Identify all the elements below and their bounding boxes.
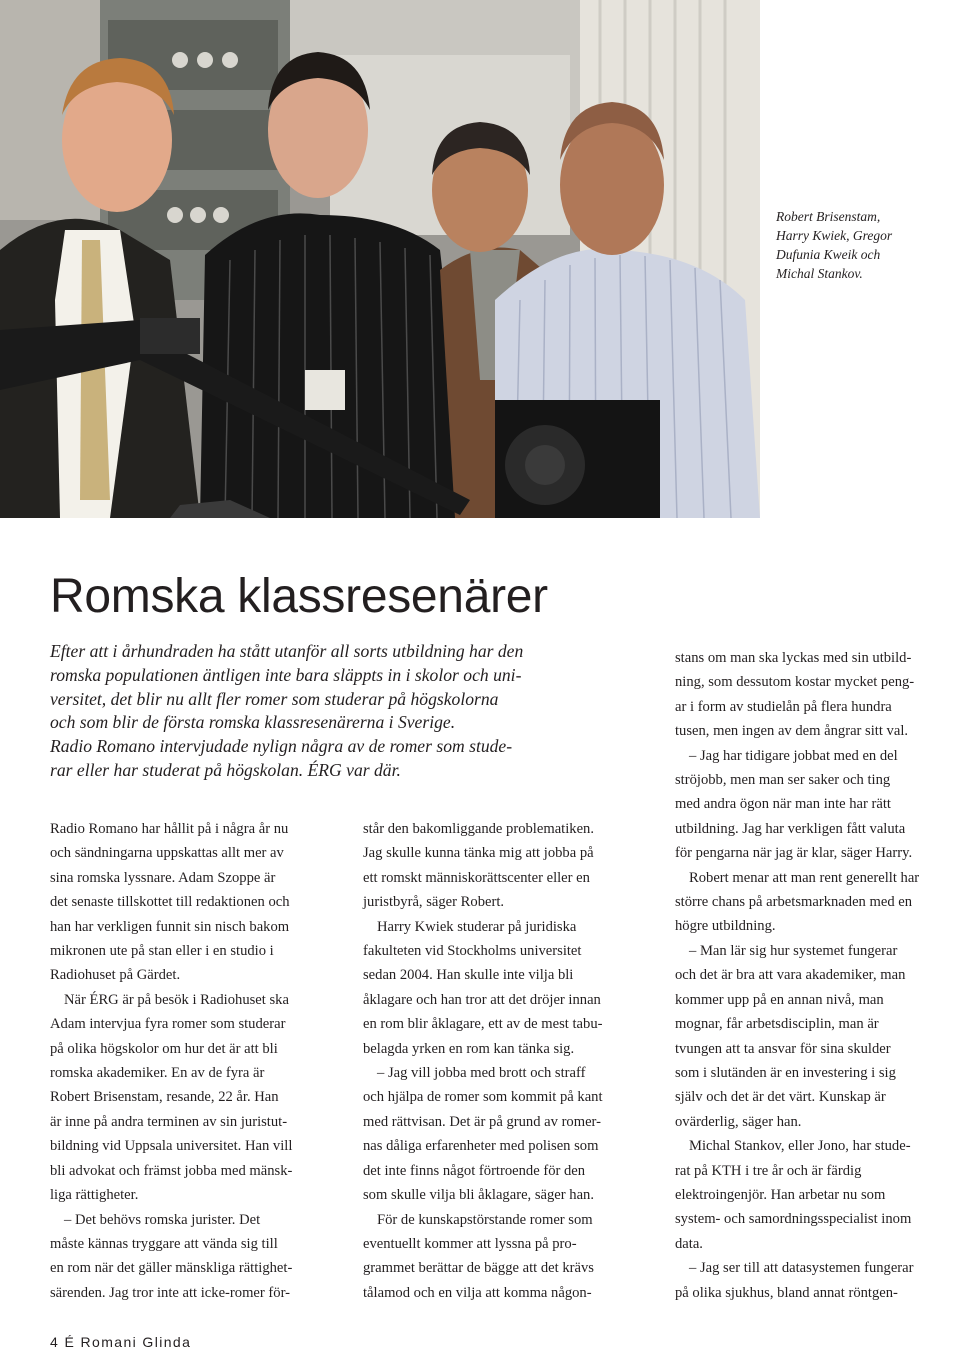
body-line: Michal Stankov, eller Jono, har stude-	[689, 1138, 911, 1155]
body-line: juristbyrå, säger Robert.	[363, 894, 505, 911]
body-line: han har verkligen funnit sin nisch bakom	[50, 918, 290, 935]
group-photo	[0, 0, 760, 518]
body-line: system- och samordningsspecialist inom	[675, 1211, 912, 1228]
body-line: mognar, får arbetsdisciplin, man är	[675, 1016, 879, 1033]
body-line: för pengarna när jag är klar, säger Harry.	[675, 845, 913, 862]
body-line: ning, som dessutom kostar mycket peng-	[675, 674, 915, 691]
body-line: en rom blir åklagare, ett av de mest tabu-	[363, 1016, 603, 1033]
body-line: ströjobb, men man ser saker och ting	[675, 772, 891, 789]
body-line: måste kännas tryggare att vända sig till	[50, 1235, 278, 1252]
lead-line: rar eller har studerat på högskolan. ÉRG var där.	[50, 759, 401, 780]
body-line: – Det behövs romska jurister. Det	[64, 1211, 261, 1228]
body-line: ett romskt människorättscenter eller en	[363, 869, 590, 886]
body-column-2	[363, 817, 653, 1305]
body-line: och sändningarna uppskattas allt mer av	[50, 845, 284, 862]
body-line: elektroingenjör. Han arbetar nu som	[675, 1186, 886, 1203]
body-line: det inte finns något förtroende för den	[363, 1162, 586, 1179]
body-line: större chans på arbetsmarknaden med en	[675, 894, 913, 911]
body-line: nas dåliga erfarenheter med polisen som	[363, 1138, 599, 1155]
body-line: – Jag har tidigare jobbat med en del	[689, 747, 898, 764]
body-line: Robert Brisenstam, resande, 22 år. Han	[50, 1089, 279, 1106]
body-line: eventuellt kommer att lyssna på pro-	[363, 1235, 577, 1252]
body-line: Adam intervjua fyra romer som studerar	[50, 1016, 286, 1033]
body-line: en rom när det gäller mänskliga rättighet-	[50, 1260, 293, 1277]
body-line: rat på KTH i tre år och är färdig	[675, 1162, 862, 1179]
body-line: står den bakomliggande problematiken.	[363, 821, 594, 837]
body-line: högre utbildning.	[675, 918, 776, 935]
body-line: på olika sjukhus, bland annat röntgen-	[675, 1284, 898, 1301]
body-line: själv och det är det värt. Kunskap är	[675, 1089, 886, 1106]
body-line: fakulteten vid Stockholms universitet	[363, 943, 582, 960]
lead-line: versitet, det blir nu allt fler romer som studerar på högskolorna	[50, 688, 499, 709]
lead-line: Radio Romano intervjudade nylign några av de romer som stude-	[50, 736, 513, 757]
body-line: med rättvisan. Det är på grund av romer-	[363, 1113, 601, 1130]
body-line: – Jag vill jobba med brott och straff	[377, 1065, 586, 1082]
caption-line: Robert Brisenstam,	[776, 209, 881, 224]
body-line: kommer upp på en annan nivå, man	[675, 991, 884, 1008]
body-line: Harry Kwiek studerar på juridiska	[377, 918, 577, 935]
page-folio: 4 É Romani Glinda	[50, 1334, 192, 1350]
body-line: med andra ögon när man inte har rätt	[675, 796, 891, 813]
body-line: på olika högskolor om hur det är att bli	[50, 1040, 278, 1057]
body-line: mikronen ute på stan eller i en studio i	[50, 943, 274, 960]
caption-line: Dufunia Kweik och	[776, 247, 881, 262]
body-line: som i slutänden är en investering i sig	[675, 1064, 896, 1081]
article-title: Romska klassresenärer	[50, 570, 548, 623]
body-line: och det är bra att vara akademiker, man	[675, 967, 906, 984]
body-line: Jag skulle kunna tänka mig att jobba på	[363, 845, 594, 862]
caption-line: Michal Stankov.	[776, 266, 863, 281]
body-line: sedan 2004. Han skulle inte vilja bli	[363, 967, 574, 984]
body-line: För de kunskapstörstande romer som	[377, 1211, 593, 1228]
body-line: data.	[675, 1235, 703, 1252]
body-line: – Man lär sig hur systemet fungerar	[689, 942, 898, 959]
lead-line: och som blir de första romska klassresenärerna i Sverige.	[50, 712, 456, 733]
body-line: är inne på andra terminen av sin juristut-	[50, 1113, 288, 1130]
lead-line: romska populationen äntligen inte bara släppts in i skolor och uni-	[50, 664, 522, 685]
body-line: åklagare och han tror att det dröjer innan	[363, 991, 601, 1008]
body-line: tålamod och en vilja att komma någon-	[363, 1284, 592, 1301]
body-line: belagda yrken en rom kan tänka sig.	[363, 1040, 575, 1057]
body-line: bildning vid Uppsala universitet. Han vill	[50, 1138, 293, 1155]
body-line: sina romska lyssnare. Adam Szoppe är	[50, 869, 276, 886]
body-column-3	[675, 646, 960, 1305]
body-line: grammet berättar de bägge att det krävs	[363, 1260, 594, 1277]
body-line: När ÉRG är på besök i Radiohuset ska	[64, 991, 289, 1008]
body-line: stans om man ska lyckas med sin utbild-	[675, 650, 912, 666]
body-line: Robert menar att man rent generellt har	[689, 869, 920, 886]
body-line: Radiohuset på Gärdet.	[50, 967, 181, 984]
body-line: – Jag ser till att datasystemen fungerar	[689, 1260, 914, 1277]
body-line: Radio Romano har hållit på i några år nu	[50, 821, 289, 837]
body-line: bli advokat och främst jobba med mänsk-	[50, 1162, 293, 1179]
body-column-1	[50, 817, 340, 1305]
caption-line: Harry Kwiek, Gregor	[776, 228, 893, 243]
body-line: romska akademiker. En av de fyra är	[50, 1065, 265, 1082]
body-line: ar i form av studielån på flera hundra	[675, 698, 892, 715]
article-lead	[50, 640, 615, 783]
photo-caption	[776, 207, 956, 283]
body-line: ovärderlig, säger han.	[675, 1113, 802, 1130]
body-line: tusen, men ingen av dem ångrar sitt val.	[675, 723, 909, 740]
body-line: det senaste tillskottet till redaktionen och	[50, 894, 290, 911]
body-line: och hjälpa de romer som kommit på kant	[363, 1089, 603, 1106]
body-line: utbildning. Jag har verkligen fått valuta	[675, 820, 906, 837]
body-line: tvungen att ta ansvar för sina skulder	[675, 1040, 891, 1057]
body-line: som skulle vilja bli åklagare, säger han.	[363, 1187, 594, 1204]
lead-line: Efter att i århundraden ha stått utanför all sorts utbildning har den	[50, 641, 524, 661]
body-line: särenden. Jag tror inte att icke-romer för-	[50, 1284, 290, 1301]
body-line: liga rättigheter.	[50, 1187, 139, 1204]
